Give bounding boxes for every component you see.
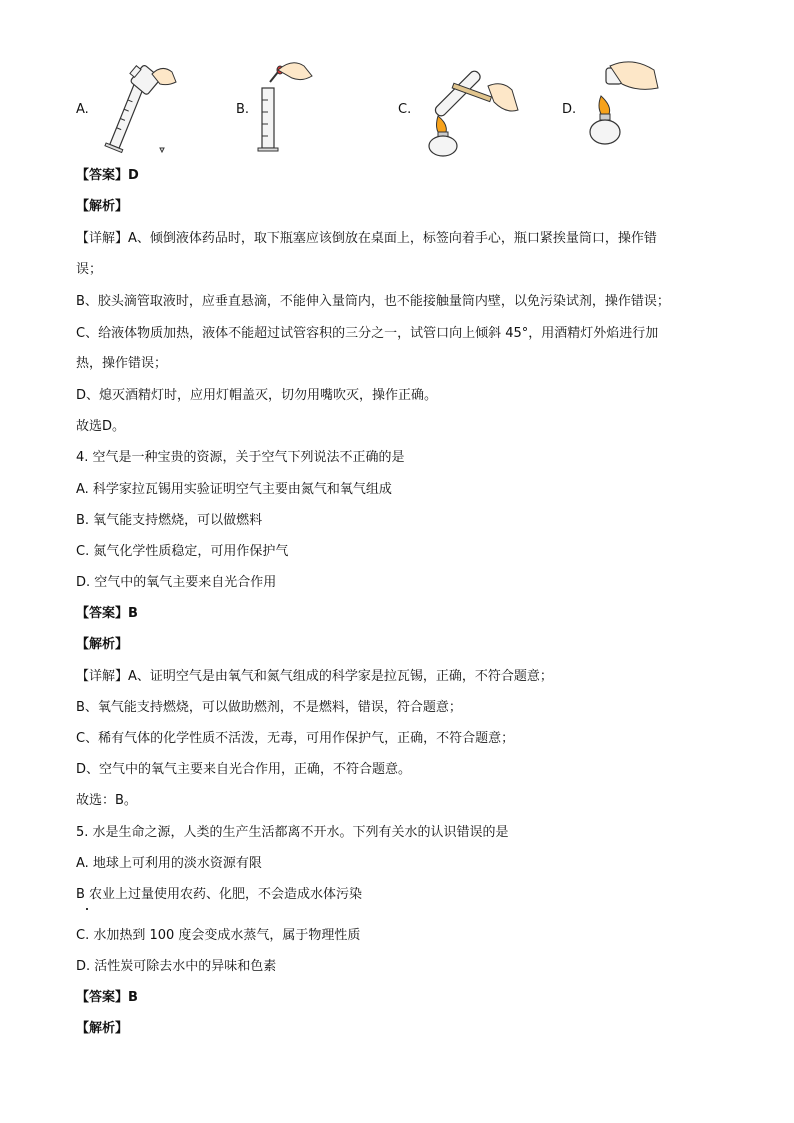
figure-a-label: A. [76, 102, 89, 117]
q4-option-c: C. 氮气化学性质稳定，可用作保护气 [76, 544, 289, 559]
figure-b-label: B. [236, 102, 250, 117]
q5-analysis-heading: 【解析】 [76, 1021, 129, 1036]
q3-detail-line2: 误； [76, 262, 103, 277]
q5-stem: 5. 水是生命之源，人类的生产生活都离不开水。下列有关水的认识错误的是 [76, 825, 509, 840]
q5-option-c: C. 水加热到 100 度会变成水蒸气，属于物理性质 [76, 928, 361, 943]
option-figures [0, 60, 794, 160]
q4-option-b: B. 氧气能支持燃烧，可以做燃料 [76, 513, 263, 528]
q3-detail-d: D、熄灭酒精灯时，应用灯帽盖灭，切勿用嘴吹灭，操作正确。 [76, 388, 438, 403]
q5-answer: 【答案】B [76, 990, 138, 1005]
q4-detail-b: B、氧气能支持燃烧，可以做助燃剂，不是燃料，错误，符合题意； [76, 700, 462, 715]
q4-stem: 4. 空气是一种宝贵的资源，关于空气下列说法不正确的是 [76, 450, 405, 465]
figure-d [562, 60, 692, 160]
q4-detail-a: 【详解】A、证明空气是由氧气和氮气组成的科学家是拉瓦锡，正确，不符合题意； [76, 669, 553, 684]
q4-detail-d: D、空气中的氧气主要来自光合作用，正确，不符合题意。 [76, 762, 412, 777]
q4-option-a: A. 科学家拉瓦锡用实验证明空气主要由氮气和氧气组成 [76, 482, 392, 497]
q3-detail-c-line2: 热，操作错误； [76, 356, 168, 371]
dropper-cylinder-figure [250, 60, 350, 160]
q3-detail-line1: 【详解】A、倾倒液体药品时，取下瓶塞应该倒放在桌面上，标签向着手心，瓶口紧挨量筒口，操作错 [76, 231, 657, 246]
heating-test-tube-figure [416, 60, 526, 160]
q4-answer: 【答案】B [76, 606, 138, 621]
figure-c-label: C. [398, 102, 412, 117]
figure-a [76, 60, 196, 160]
q4-detail-c: C、稀有气体的化学性质不活泼，无毒，可用作保护气，正确，不符合题意； [76, 731, 515, 746]
q4-choice: 故选：B。 [76, 793, 137, 808]
q5-option-b: B 农业上过量使用农药、化肥，不会造成水体污染 [76, 887, 363, 902]
q4-option-d: D. 空气中的氧气主要来自光合作用 [76, 575, 277, 590]
q3-answer: 【答案】D [76, 168, 139, 183]
q3-detail-c-line1: C、给液体物质加热，液体不能超过试管容积的三分之一，试管口向上倾斜 45°，用酒精灯外焰进行加 [76, 326, 659, 341]
stray-dot [86, 908, 88, 910]
q4-analysis-heading: 【解析】 [76, 637, 129, 652]
q3-detail-b: B、胶头滴管取液时，应垂直悬滴，不能伸入量筒内，也不能接触量筒内壁，以免污染试剂，操作错误； [76, 294, 670, 309]
q3-analysis-heading: 【解析】 [76, 199, 129, 214]
alcohol-lamp-cap-figure [580, 60, 690, 160]
figure-b [236, 60, 356, 160]
q5-option-a: A. 地球上可利用的淡水资源有限 [76, 856, 262, 871]
q5-option-d: D. 活性炭可除去水中的异味和色素 [76, 959, 277, 974]
figure-d-label: D. [562, 102, 577, 117]
figure-c [398, 60, 528, 160]
pouring-liquid-figure [94, 60, 194, 160]
q3-choice: 故选D。 [76, 419, 126, 434]
